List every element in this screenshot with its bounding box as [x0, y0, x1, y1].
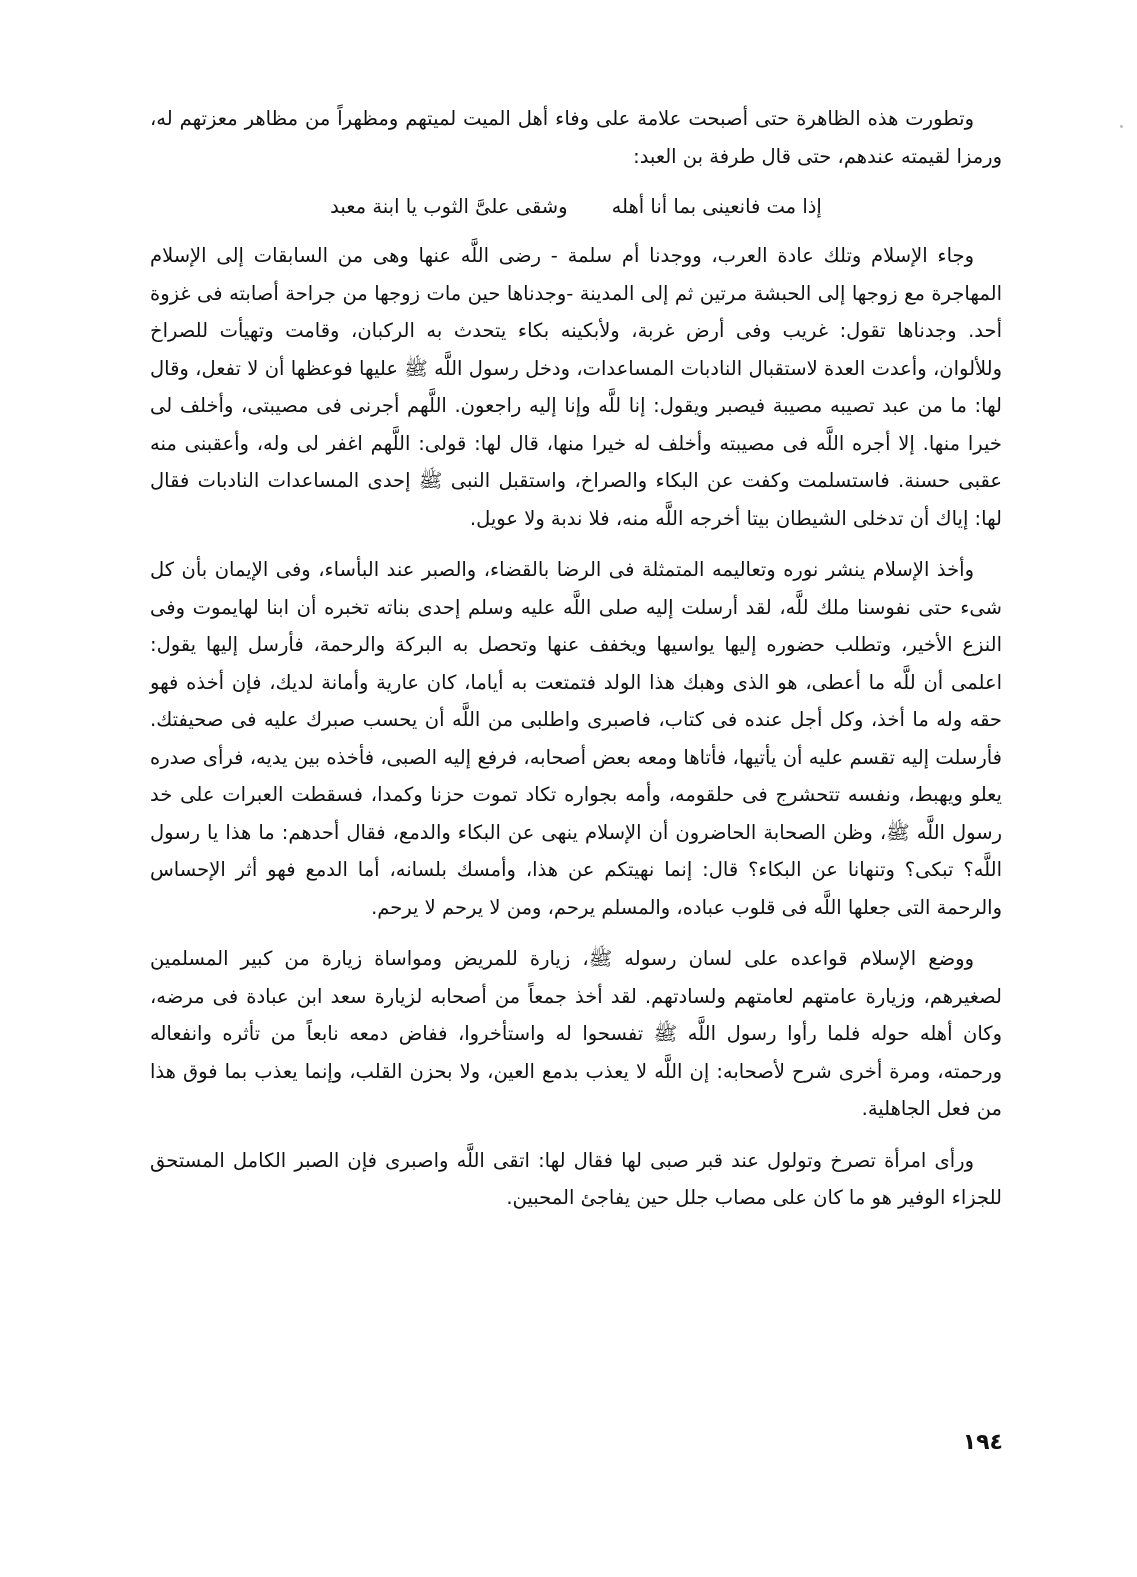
- paragraph-patience: ورأى امرأة تصرخ وتولول عند قبر صبى لها فقال لها: اتقى اللَّه واصبرى فإن الصبر الكامل المستحق للجزاء الوفير هو ما كان على مصاب جلل حين يفاجئ المحبين.: [150, 1148, 1002, 1209]
- paragraph-visiting-sick: ووضع الإسلام قواعده على لسان رسوله ﷺ، زيارة للمريض ومواساة زيارة من كبير المسلمين لصغيرهم، وزيارة عامتهم لعامتهم ولسادتهم. لقد أخذ جمعاً من أصحابه لزيارة سعد ابن عبادة فى مرضه، وكان أهله حوله فلما رأوا رسول اللَّه ﷺ تفسحوا له واستأخروا، ففاض دمعه نابعاً من تأثره وانفعاله ورحمته، ومرة أخرى شرح لأصحابه: إن اللَّه لا يعذب بدمع العين، ولا بحزن القلب، وإنما يعذب بما فوق هذا من فعل الجاهلية.: [150, 947, 1002, 1120]
- paragraph-umm-salama: وجاء الإسلام وتلك عادة العرب، ووجدنا أم سلمة - رضى اللَّه عنها وهى من السابقات إلى الإسلام المهاجرة مع زوجها إلى الحبشة مرتين ثم إلى المدينة -وجدناها حين مات زوجها من جراحة أصابته فى غزوة أحد. وجدناها تقول: غريب وفى أرض غربة، ولأبكينه بكاء يتحدث به الركبان، وقامت وتهيأت للصراخ وللألوان، وأعدت العدة لاستقبال النادبات المساعدات، ودخل رسول اللَّه ﷺ عليها فوعظها أن لا تفعل، وقال لها: ما من عبد تصيبه مصيبة فيصبر ويقول: إنا للَّه وإنا إليه راجعون. اللَّهم أجرنى فى مصيبتى، وأخلف لى خيرا منها. إلا أجره اللَّه فى مصيبته وأخلف له خيرا منها، قال لها: قولى: اللَّهم اغفر لى وله، وأعقبنى منه عقبى حسنة. فاستسلمت وكفت عن البكاء والصراخ، واستقبل النبى ﷺ إحدى المساعدات النادبات فقال لها: إياك أن تدخلى الشيطان بيتا أخرجه اللَّه منه، فلا ندبة ولا عويل.: [150, 244, 1002, 530]
- poetry-verse: [150, 189, 1002, 225]
- verse-second-hemistich: وشقى علىَّ الثوب يا ابنة معبد: [330, 195, 568, 218]
- verse-first-hemistich: إذا مت فانعينى بما أنا أهله: [611, 195, 822, 218]
- page-body: [150, 100, 1002, 1217]
- page-number: ١٩٤: [962, 1430, 1003, 1455]
- paragraph-intro: وتطورت هذه الظاهرة حتى أصبحت علامة على وفاء أهل الميت لميتهم ومظهراً من مظاهر معزتهم له، ورمزا لقيمته عندهم، حتى قال طرفة بن العبد:: [150, 107, 1002, 168]
- paragraph-islam-teachings: وأخذ الإسلام ينشر نوره وتعاليمه المتمثلة فى الرضا بالقضاء، والصبر عند البأساء، وفى الإيمان بأن كل شىء حتى نفوسنا ملك للَّه، لقد أرسلت إليه صلى اللَّه عليه وسلم إحدى بناته تخبره أن ابنا لهايموت وفى النزع الأخير، وتطلب حضوره إليها يواسيها ويخفف عنها وتحصل به البركة والرحمة، فأرسل إليها يقول: اعلمى أن للَّه ما أعطى، هو الذى وهبك هذا الولد فتمتعت به أياما، كان عارية وأمانة لديك، فإن أخذه فهو حقه وله ما أخذ، وكل أجل عنده فى كتاب، فاصبرى واطلبى من اللَّه أن يحسب صبرك عليه فى صحيفتك. فأرسلت إليه تقسم عليه أن يأتيها، فأتاها ومعه بعض أصحابه، فرفع إليه الصبى، فأخذه بين يديه، فرأى صدره يعلو ويهبط، ونفسه تتحشرج فى حلقومه، وأمه بجواره تكاد تموت حزنا وكمدا، فسقطت العبرات على خد رسول اللَّه ﷺ، وظن الصحابة الحاضرون أن الإسلام ينهى عن البكاء والدمع، فقال أحدهم: ما هذا يا رسول اللَّه؟ تبكى؟ وتنهانا عن البكاء؟ قال: إنما نهيتكم عن هذا، وأمسك بلسانه، أما الدمع فهو أثر الإحساس والرحمة التى جعلها اللَّه فى قلوب عباده، والمسلم يرحم، ومن لا يرحم لا يرحم.: [150, 558, 1002, 919]
- margin-speck: [1120, 125, 1123, 128]
